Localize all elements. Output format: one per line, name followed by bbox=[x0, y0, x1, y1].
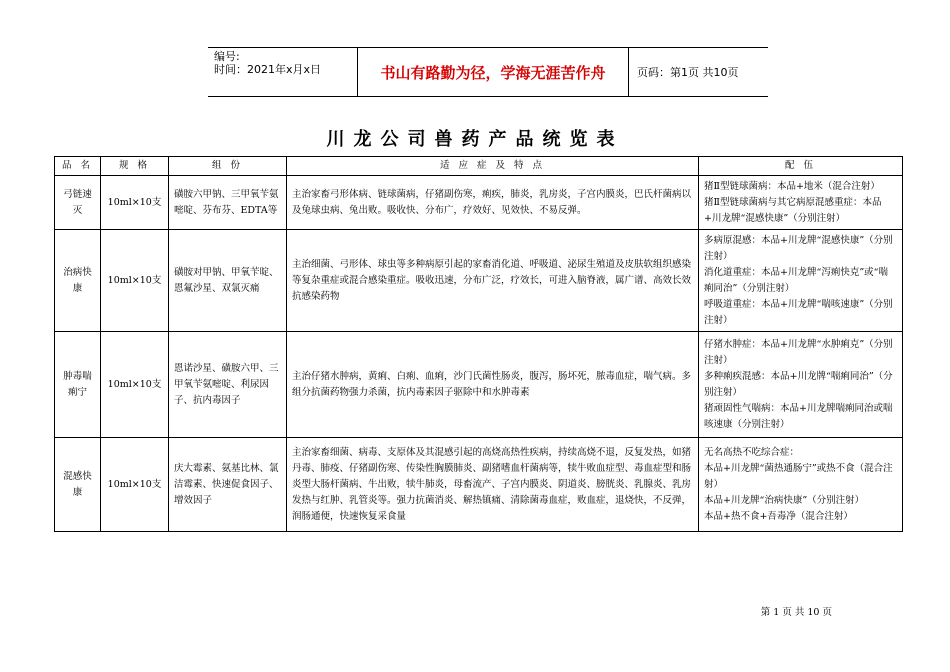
cell-indications: 主治家畜弓形体病、链球菌病，仔猪副伤寒，痢疾，肺炎，乳房炎，子宫内膜炎，巴氏杆菌病以及兔球虫病、兔出败。吸收快、分布广，疗效好、见效快、不易反弹。 bbox=[287, 176, 699, 230]
product-table bbox=[54, 156, 903, 532]
page-title: 川龙公司兽药产品统览表 bbox=[326, 129, 624, 150]
compat-line: 呼吸道重症：本品+川龙牌“喘咳速康”（分别注射） bbox=[704, 298, 893, 326]
col-header-spec: 规 格 bbox=[101, 157, 169, 176]
compat-line: 无名高热不吃综合症： bbox=[704, 446, 800, 458]
cell-compat bbox=[699, 332, 903, 438]
compat-line: 本品+热不食+吾毒净（混合注射） bbox=[704, 510, 853, 522]
cell-components: 磺胺对甲钠、甲氧苄啶、恩氟沙星、双氯灭痛 bbox=[169, 230, 287, 332]
time-label: 时间：2021年x月x日 bbox=[214, 63, 322, 76]
table-row bbox=[55, 332, 903, 438]
header-motto: 书山有路勤为径，学海无涯苦作舟 bbox=[358, 48, 629, 96]
compat-line: 多病原混感：本品+川龙牌“混感快康”（分别注射） bbox=[704, 234, 893, 262]
compat-line: 多种痢疾混感：本品+川龙牌“喘痢同治”（分别注射） bbox=[704, 370, 893, 398]
cell-compat bbox=[699, 230, 903, 332]
cell-name: 弓链速灭 bbox=[55, 176, 101, 230]
cell-name: 混感快康 bbox=[55, 438, 101, 532]
cell-indications: 主治细菌、弓形体、球虫等多种病原引起的家畜消化道、呼吸道、泌尿生殖道及皮肤软组织感染等复杂重症或混合感染重症。吸收迅速，分布广泛，疗效长，可进入脑脊液，属广谱、高效长效抗感染药物 bbox=[287, 230, 699, 332]
compat-line: 本品+川龙牌“菌热通肠宁”或热不食（混合注射） bbox=[704, 462, 893, 490]
cell-spec: 10ml×10支 bbox=[101, 230, 169, 332]
compat-line: 本品+川龙牌“治病快康”（分别注射） bbox=[704, 494, 865, 506]
compat-line: 猪Ⅱ型链球菌病：本品+地米（混合注射） bbox=[704, 180, 880, 192]
compat-line: 消化道重症：本品+川龙牌“泻痢快克”或“喘痢同治”（分别注射） bbox=[704, 266, 889, 294]
cell-spec: 10ml×10支 bbox=[101, 332, 169, 438]
table-row bbox=[55, 230, 903, 332]
col-header-components: 组 份 bbox=[169, 157, 287, 176]
compat-line: 猪Ⅱ型链球菌病与其它病原混感重症：本品+川龙牌“混感快康”（分别注射） bbox=[704, 196, 882, 224]
table-row bbox=[55, 176, 903, 230]
cell-spec: 10ml×10支 bbox=[101, 176, 169, 230]
compat-line: 猪顽固性气喘病：本品+川龙牌喘痢同治或喘咳速康（分别注射） bbox=[704, 402, 893, 430]
cell-name: 肿毒喘痢宁 bbox=[55, 332, 101, 438]
col-header-indications: 适 应 症 及 特 点 bbox=[287, 157, 699, 176]
cell-name: 治病快康 bbox=[55, 230, 101, 332]
cell-components: 庆大霉素、氨基比林、氯洁霉素、快速促食因子、增效因子 bbox=[169, 438, 287, 532]
compat-line: 仔猪水肿症：本品+川龙牌“水肿痢克”（分别注射） bbox=[704, 338, 893, 366]
cell-indications: 主治仔猪水肿病，黄痢、白痢、血痢，沙门氏菌性肠炎，腹泻，肠坏死，脓毒血症，喘气病。多组分抗菌药物强力杀菌，抗内毒素因子驱除中和水肿毒素 bbox=[287, 332, 699, 438]
cell-compat bbox=[699, 438, 903, 532]
col-header-name: 品 名 bbox=[55, 157, 101, 176]
header-page-label: 页码：第1页 共10页 bbox=[637, 66, 739, 79]
cell-indications: 主治家畜细菌、病毒、支原体及其混感引起的高烧高热性疾病，持续高烧不退，反复发热，如猪丹毒、肺疫、仔猪副伤寒、传染性胸膜肺炎、副猪嗜血杆菌病等，犊牛败血症型、毒血症型和肠炎型大肠杆菌病、牛出败，犊牛肺炎，母畜流产、子宫内膜炎、阴道炎、膀胱炎、乳腺炎、乳房发热与红肿、乳管炎等。强力抗菌消炎、解热镇痛、清除菌毒血症，败血症，退烧快，不反弹，润肠通便，快速恢复采食量 bbox=[287, 438, 699, 532]
page-footer: 第 1 页 共 10 页 bbox=[760, 607, 832, 618]
cell-components: 磺胺六甲钠、三甲氧苄氨嘧啶、芬布芬、EDTA等 bbox=[169, 176, 287, 230]
cell-spec: 10ml×10支 bbox=[101, 438, 169, 532]
header-left bbox=[208, 48, 358, 96]
table-row bbox=[55, 438, 903, 532]
number-label: 编号: bbox=[214, 50, 240, 63]
col-header-compat: 配 伍 bbox=[699, 157, 903, 176]
header-box bbox=[208, 47, 768, 97]
cell-components: 恩诺沙星、磺胺六甲、三甲氧苄氨嘧啶、利尿因子、抗内毒因子 bbox=[169, 332, 287, 438]
table-header-row bbox=[55, 157, 903, 176]
cell-compat bbox=[699, 176, 903, 230]
